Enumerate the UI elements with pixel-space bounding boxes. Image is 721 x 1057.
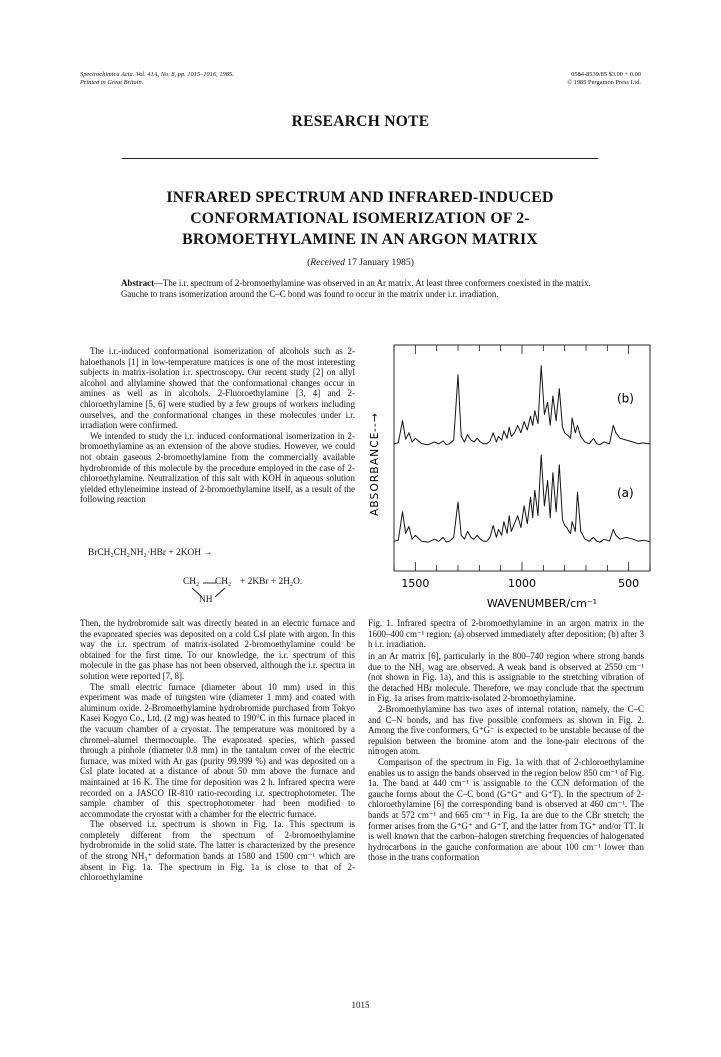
left-column-bottom — [80, 618, 355, 883]
paragraph-intent: We intended to study the i.r. induced conformational isomerization in 2-bromoethylamine as an extension of the above studies. However, we could not obtain gaseous 2-bromoethylamine from the commercially available hydrobromide of this molecule by the procedure employed in the case of 2-chloroethylamine. Neutralization of this salt with KOH in aqueous solution yielded ethyleneimine instead of 2-bromoethylamine itself, as a result of the following reaction — [80, 430, 355, 505]
spectrum-trace-b — [394, 366, 650, 445]
publisher-code — [567, 71, 641, 87]
figure-caption: Fig. 1. Infrared spectra of 2-bromoethylamine in an argon matrix in the 1600–400 cm⁻¹ region: (a) observed immediately after deposition; (b) after 3 h i.r. irradiation. — [368, 618, 644, 650]
product-byproducts: + 2KBr + 2H₂O. — [240, 577, 303, 587]
paragraph-method: Then, the hydrobromide salt was directly heated in an electric furnace and the evaporated species was deposited on a cold CsI plate with argon. In this way the i.r. spectrum of matrix-isolated 2-bromoethylamine could be obtained for the first time. To our knowledge, the i.r. spectrum of this molecule in the gas phase has not been observed, although the i.r. spectra in solution were reported [7, 8]. — [80, 618, 355, 681]
reaction-equation: BrCH₂CH₂NH₂·HBr + 2KOH → — [88, 548, 213, 558]
series-label-b: (b) — [617, 391, 634, 406]
top-ticks — [394, 345, 650, 354]
paragraph-observed: The observed i.r. spectrum is shown in Fig. 1a. This spectrum is completely different from the spectrum of 2-bromoethylamine hydrobromide in the solid state. The latter is characterized by the presence of the strong NH₃⁺ deformation bands at 1580 and 1500 cm⁻¹ which are absent in Fig. 1a. The spectrum in Fig. 1a is close to that of 2-chloroethylamine — [80, 819, 355, 883]
x-tick-label: 500 — [618, 577, 640, 590]
product-ch2-right: CH₂ — [215, 577, 232, 587]
received-date: (Received 17 January 1985) — [307, 257, 414, 268]
title-rule — [122, 158, 598, 159]
journal-line-1: Spectrochimica Acta. Vol. 41A, No. 8, pp. 1015–1016, 1985. — [80, 71, 234, 78]
left-column-top — [80, 346, 355, 505]
page-number: 1015 — [351, 1000, 370, 1010]
series-labels — [617, 391, 634, 500]
paragraph-matrix: in an Ar matrix [6], particularly in the 800–740 region where strong bands due to the NH₂ wag are observed. A weak band is observed at 2550 cm⁻¹ (not shown in Fig. 1a), and this is assignable to the stretching vibration of the detached HBr molecule. Therefore, we may conclude that the spectrum in Fig. 1a arises from matrix-isolated 2-bromoethylamine. — [368, 651, 644, 704]
aziridine-ring-bonds — [183, 577, 243, 607]
x-axis-label: WAVENUMBER/cm⁻¹ — [486, 597, 598, 610]
code-line-1: 0584-8539/85 $3.00 + 0.00 — [571, 71, 641, 78]
spectrum-trace-a — [394, 455, 650, 542]
received-label: Received — [310, 257, 345, 268]
series-label-a: (a) — [617, 486, 634, 501]
y-axis-label: ABSORBANCE — [369, 431, 381, 516]
paragraph-intro: The i.r.-induced conformational isomerization of alcohols such as 2-haloethanols [1] in low-temperature matrices is one of the most interesting subjects in matrix-isolation i.r. spectroscopy. Our recent study [2] on allyl alcohol and allylamine showed that the conformational changes occur in amines as well as in alcohols. 2-Fluoroethylamine [3, 4] and 2-chloroethylamine [5, 6] were studied by a few groups of workers including ourselves, and the conformational changes in these molecules under i.r. irradiation were confirmed. — [80, 346, 355, 431]
paper-title: INFRARED SPECTRUM AND INFRARED-INDUCED CONFORMATIONAL ISOMERIZATION OF 2-BROMOETHYLAMINE IN AN ARGON MATRIX — [166, 189, 554, 248]
x-tick-label: 1000 — [508, 577, 536, 590]
spectrum-traces — [394, 366, 650, 543]
abstract-label: Abstract — [121, 278, 155, 288]
y-axis-arrow: --→ — [369, 412, 381, 432]
received-value: 17 January 1985 — [347, 257, 411, 268]
code-line-2: © 1985 Pergamon Press Ltd. — [567, 79, 641, 86]
product-ch2-left: CH₂ — [183, 577, 200, 587]
figure-1 — [364, 341, 654, 611]
x-tick-label: 1500 — [401, 577, 430, 590]
paragraph-conformers: 2-Bromoethylamine has two axes of internal rotation, namely, the C–C and C–N bonds, and has five possible conformers as shown in Fig. 2. Among the five conformers, G⁺G⁻ is expected to be unstable because of the repulsion between the bromine atom and the lone-pair electrons of the nitrogen atom. — [368, 703, 644, 757]
journal-line-2: Printed in Great Britain. — [80, 79, 144, 86]
abstract-text: —The i.r. spectrum of 2-bromoethylamine was observed in an Ar matrix. At least three conformers coexisted in the matrix. Gauche to trans isomerization around the C–C bond was found to occur in the matrix under i.r. irradiation. — [121, 278, 591, 299]
right-column — [368, 651, 644, 863]
product-nh: NH — [199, 595, 213, 605]
ir-spectrum-chart — [364, 341, 654, 611]
reaction-product — [183, 577, 363, 607]
abstract — [121, 278, 599, 299]
paragraph-assignment: Comparison of the spectrum in Fig. 1a with that of 2-chloroethylamine enables us to assign the bands observed in the region below 850 cm⁻¹ of Fig. 1a. The band at 440 cm⁻¹ is assignable to the CCN deformation of the gauche forms about the C–C bond (G⁺G⁺ and G⁺T). In the spectrum of 2-chloroethylamine [6] the corresponding band is observed at 460 cm⁻¹. The bands at 572 cm⁻¹ and 665 cm⁻¹ in Fig. 1a are due to the CBr stretch; the former arises from the G⁺G⁺ and G⁺T, and the latter from TG⁺ and/or TT. It is well known that the carbon–halogen stretching frequencies of halogenated hydrocarbons in the gauche conformation are about 100 cm⁻¹ lower than those in the trans conformation — [368, 756, 644, 863]
bottom-ticks — [394, 562, 650, 571]
paragraph-apparatus: The small electric furnace (diameter about 10 mm) used in this experiment was made of tungsten wire (diameter 1 mm) and coated with aluminum oxide. 2-Bromoethylamine hydrobromide purchased from Tokyo Kasei Kogyo Co., Ltd. (2 mg) was heated to 190°C in this furnace placed in the vacuum chamber of a cryostat. The temperature was monitored by a chromel–alumel thermocouple. The evaporated species, which passed through a pinhole (diameter 0.8 mm) in the tantalum cover of the electric furnace, was mixed with Ar gas (purity 99.999 %) and was deposited on a CsI plate located at a distance of about 50 mm above the furnace and maintained at 16 K. The time for deposition was 2 h. Infrared spectra were recorded on a JASCO IR-810 ratio-recording i.r. spectrophotometer. The sample chamber of this spectrophotometer had been modified to accommodate the cryostat with a chamber for the electric furnace. — [80, 681, 355, 819]
section-label: RESEARCH NOTE — [291, 113, 430, 130]
x-tick-labels — [401, 577, 639, 590]
journal-citation — [80, 71, 234, 87]
plot-frame — [394, 345, 650, 571]
